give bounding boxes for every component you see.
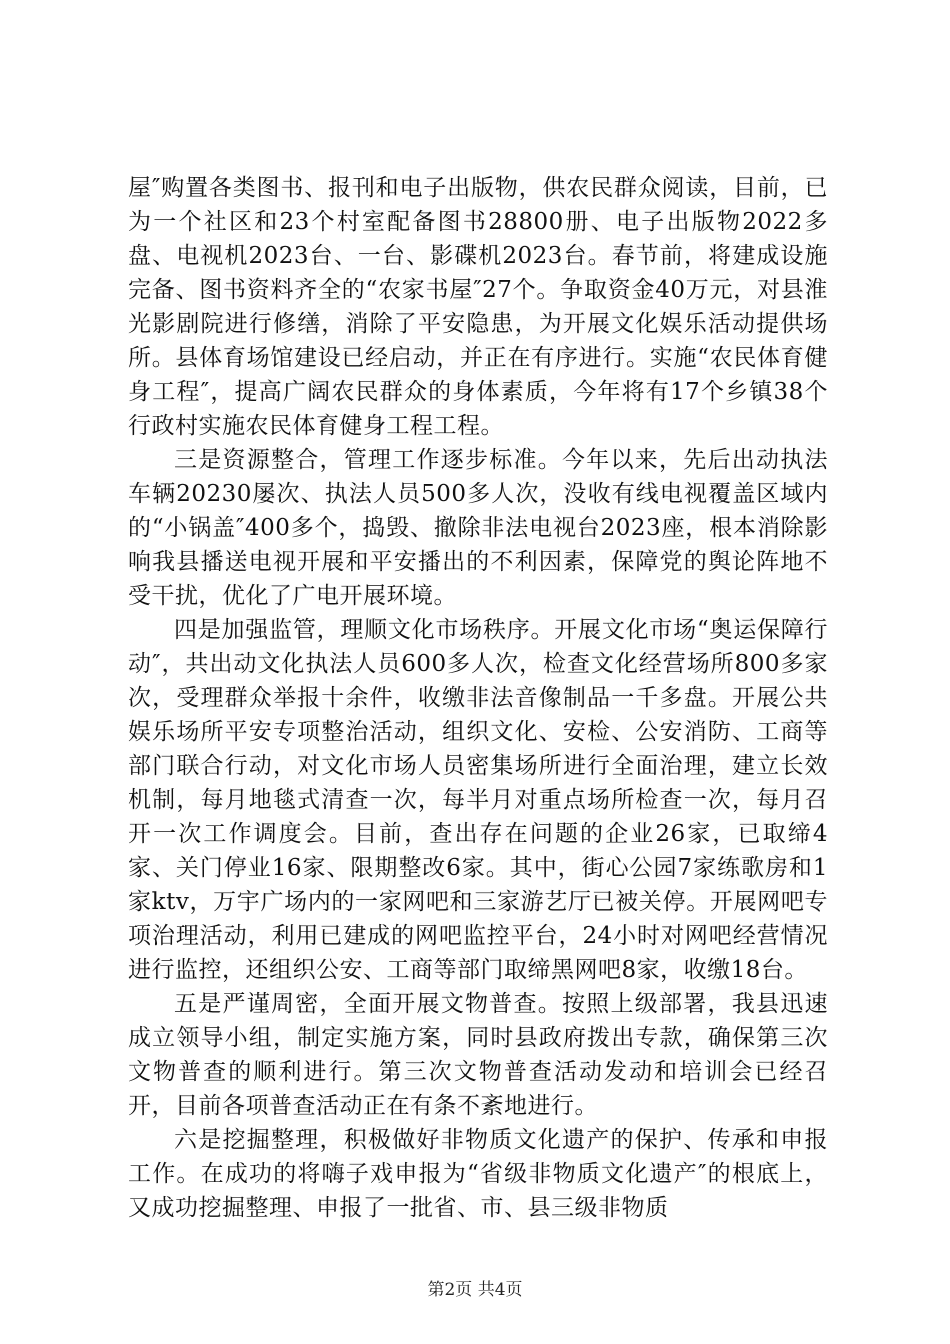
page-footer: 第2页 共4页	[427, 1280, 523, 1300]
paragraph-1: 屋″购置各类图书、报刊和电子出版物，供农民群众阅读，目前，已为一个社区和23个村室配备图书28800册、电子出版物2022多盘、电视机2023台、一台、影碟机2023台。春节前，将建成设施完备、图书资料齐全的“农家书屋″27个。争取资金40万元，对县淮光影剧院进行修缮，消除了平安隐患，为开展文化娱乐活动提供场所。县体育场馆建设已经启动，并正在有序进行。实施“农民体育健身工程″，提高广阔农民群众的身体素质，今年将有17个乡镇38个行政村实施农民体育健身工程工程。	[128, 175, 828, 439]
paragraph-3: 四是加强监管，理顺文化市场秩序。开展文化市场“奥运保障行动″，共出动文化执法人员600多人次，检查文化经营场所800多家次，受理群众举报十余件，收缴非法音像制品一千多盘。开展公共娱乐场所平安专项整治活动，组织文化、安检、公安消防、工商等部门联合行动，对文化市场人员密集场所进行全面治理，建立长效机制，每月地毯式清查一次，每半月对重点场所检查一次，每月召开一次工作调度会。目前，查出存在问题的企业26家，已取缔4家、关门停业16家、限期整改6家。其中，街心公园7家练歌房和1家ktv，万宇广场内的一家网吧和三家游艺厅已被关停。开展网吧专项治理活动，利用已建成的网吧监控平台，24小时对网吧经营情况进行监控，还组织公安、工商等部门取缔黑网吧8家，收缴18台。	[128, 617, 828, 983]
paragraph-2: 三是资源整合，管理工作逐步标准。今年以来，先后出动执法车辆20230屡次、执法人员500多人次，没收有线电视覆盖区域内的“小锅盖″400多个，捣毁、撤除非法电视台2023座，根本消除影响我县播送电视开展和平安播出的不利因素，保障党的舆论阵地不受干扰，优化了广电开展环境。	[128, 447, 828, 609]
paragraph-5: 六是挖掘整理，积极做好非物质文化遗产的保护、传承和申报工作。在成功的将嗨子戏申报为“省级非物质文化遗产″的根底上，又成功挖掘整理、申报了一批省、市、县三级非物质	[128, 1127, 828, 1221]
document-body	[128, 171, 828, 1225]
paragraph-4: 五是严谨周密，全面开展文物普查。按照上级部署，我县迅速成立领导小组，制定实施方案，同时县政府拨出专款，确保第三次文物普查的顺利进行。第三次文物普查活动发动和培训会已经召开，目前各项普查活动正在有条不紊地进行。	[128, 991, 828, 1119]
